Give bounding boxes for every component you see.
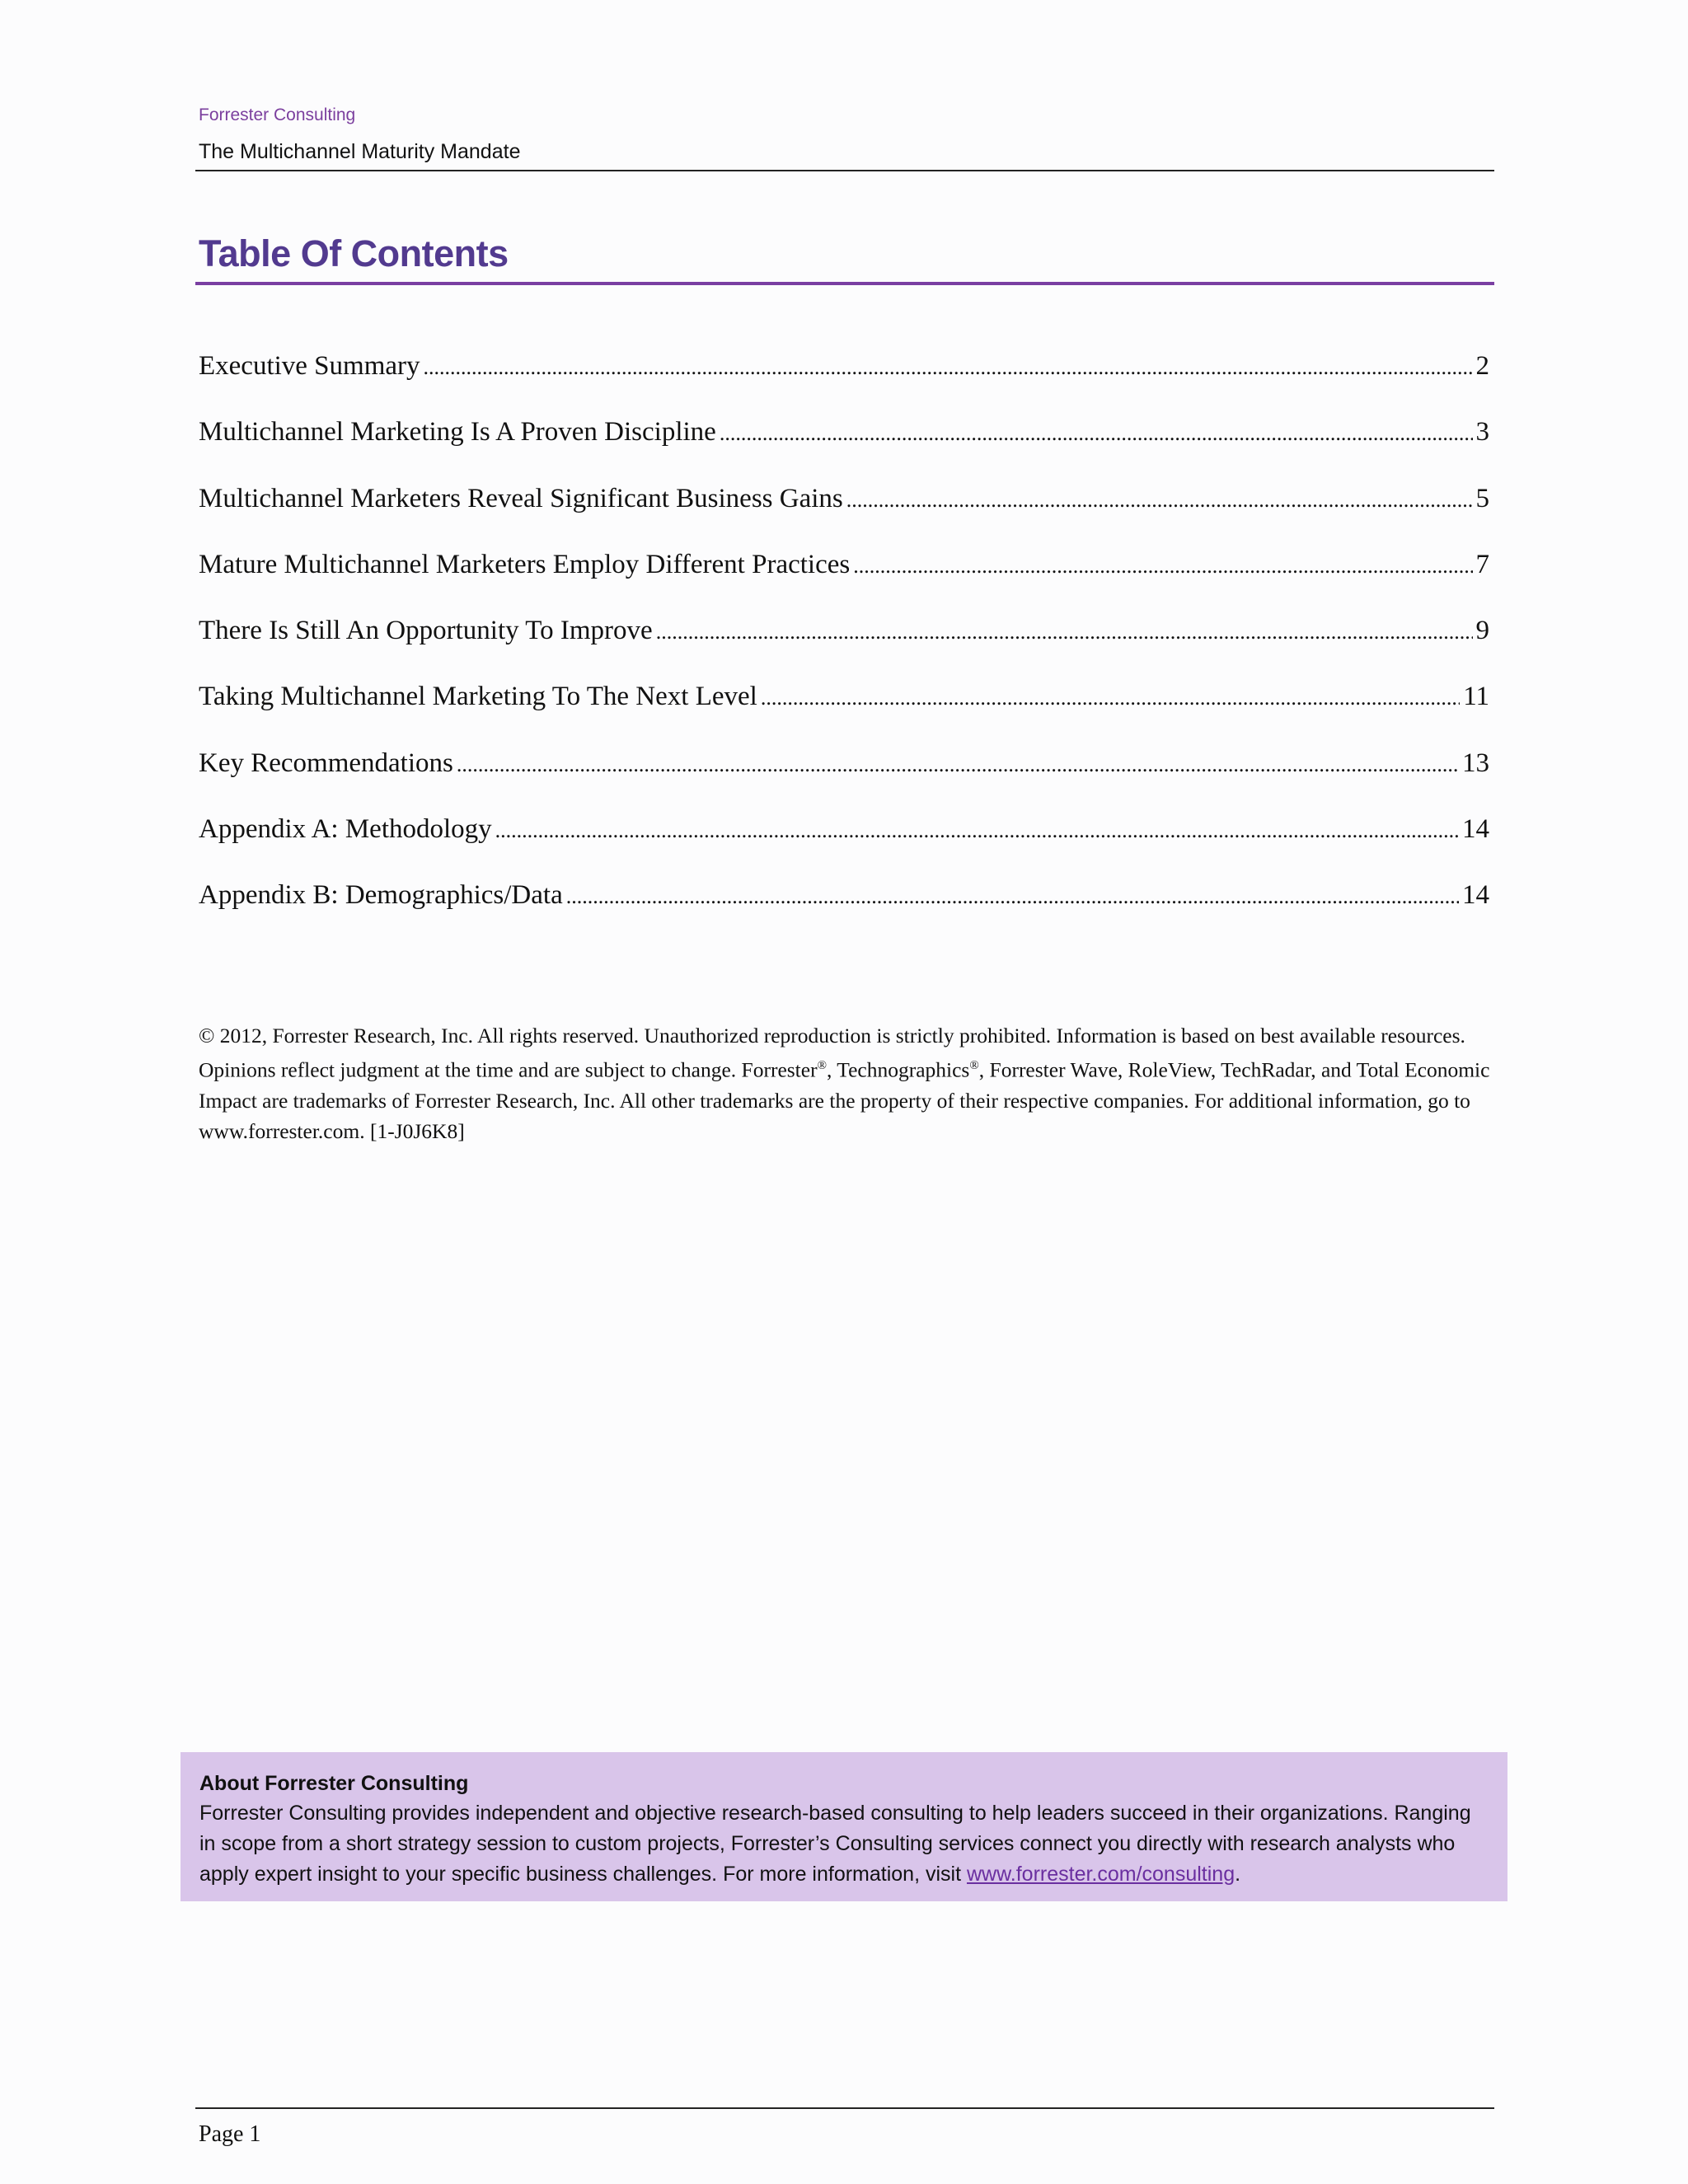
toc-entry-label: Appendix A: Methodology: [199, 814, 492, 845]
header-brand: Forrester Consulting: [199, 105, 356, 124]
toc-leader-dots: [566, 884, 1459, 909]
about-forrester-box: [181, 1752, 1507, 1901]
toc-entry-appendix-a[interactable]: [199, 814, 1489, 880]
header-rule: [195, 170, 1494, 171]
toc-leader-dots: [457, 752, 1459, 777]
footer-page-number: Page 1: [199, 2121, 261, 2147]
toc-entry-label: Mature Multichannel Marketers Employ Different Practices: [199, 549, 851, 579]
about-title: About Forrester Consulting: [199, 1772, 469, 1795]
toc-leader-dots: [846, 488, 1473, 513]
toc-entry-label: Multichannel Marketing Is A Proven Discipline: [199, 417, 716, 448]
copyright-notice: [199, 1020, 1494, 1146]
toc-leader-dots: [761, 686, 1460, 710]
toc-heading: Table Of Contents: [199, 232, 509, 274]
toc-leader-dots: [720, 421, 1473, 446]
toc-heading-rule: [195, 282, 1494, 285]
copyright-text-part3: , Forrester Wave, RoleView, TechRadar, and Total Economic Impact are trademarks of Forrester Research, Inc. All other trademarks are the property of their respective companies. For additional information, go to www.forrester.com. [1-J0J6K8]: [199, 1057, 1490, 1143]
header-doc-title: The Multichannel Maturity Mandate: [199, 140, 521, 163]
toc-entry-page: 2: [1475, 351, 1489, 381]
registered-mark: ®: [969, 1059, 979, 1072]
toc-entry-page: 13: [1462, 748, 1489, 778]
about-text: [199, 1798, 1489, 1890]
toc-entry-label: Key Recommendations: [199, 748, 453, 778]
toc-entry-proven-discipline[interactable]: [199, 417, 1489, 483]
registered-mark: ®: [817, 1059, 827, 1072]
toc-entry-page: 14: [1462, 814, 1489, 845]
toc-entry-label: Appendix B: Demographics/Data: [199, 880, 563, 911]
toc-entry-page: 5: [1475, 483, 1489, 513]
toc-entry-label: There Is Still An Opportunity To Improve: [199, 616, 653, 646]
toc-entry-page: 3: [1475, 417, 1489, 448]
toc-entry-page: 7: [1475, 549, 1489, 579]
copyright-text-part2: , Technographics: [827, 1057, 970, 1082]
toc-entry-appendix-b[interactable]: [199, 880, 1489, 946]
toc-entry-page: 11: [1463, 682, 1489, 712]
toc-entry-opportunity-to-improve[interactable]: [199, 616, 1489, 682]
about-body: Forrester Consulting provides independent and objective research-based consulting to help leaders succeed in their organizations. Ranging in scope from a short strategy session to custom projects, Forrester’s Consulting services connect you directly with research analysts who apply expert insight to your specific business challenges. For more information, visit: [199, 1802, 1471, 1886]
toc-entry-page: 14: [1462, 880, 1489, 911]
toc-leader-dots: [495, 818, 1459, 843]
footer-rule: [195, 2107, 1494, 2109]
toc-entry-different-practices[interactable]: [199, 550, 1489, 616]
toc-entry-executive-summary[interactable]: [199, 351, 1489, 417]
toc-entry-label: Taking Multichannel Marketing To The Next Level: [199, 682, 757, 712]
copyright-text-part1: © 2012, Forrester Research, Inc. All rights reserved. Unauthorized reproduction is strictly prohibited. Information is based on best available resources. Opinions reflect judgment at the time and are subject to change. Forrester: [199, 1024, 1465, 1082]
toc-leader-dots: [424, 355, 1473, 380]
toc-list: [199, 351, 1489, 947]
toc-entry-business-gains[interactable]: [199, 484, 1489, 550]
toc-entry-next-level[interactable]: [199, 682, 1489, 748]
about-trailing: .: [1235, 1863, 1241, 1886]
toc-entry-key-recommendations[interactable]: [199, 748, 1489, 814]
consulting-link[interactable]: www.forrester.com/consulting: [966, 1863, 1236, 1886]
toc-entry-page: 9: [1475, 616, 1489, 646]
toc-entry-label: Multichannel Marketers Reveal Significant Business Gains: [199, 483, 843, 513]
toc-leader-dots: [656, 620, 1473, 644]
toc-leader-dots: [853, 554, 1472, 579]
toc-entry-label: Executive Summary: [199, 351, 420, 381]
